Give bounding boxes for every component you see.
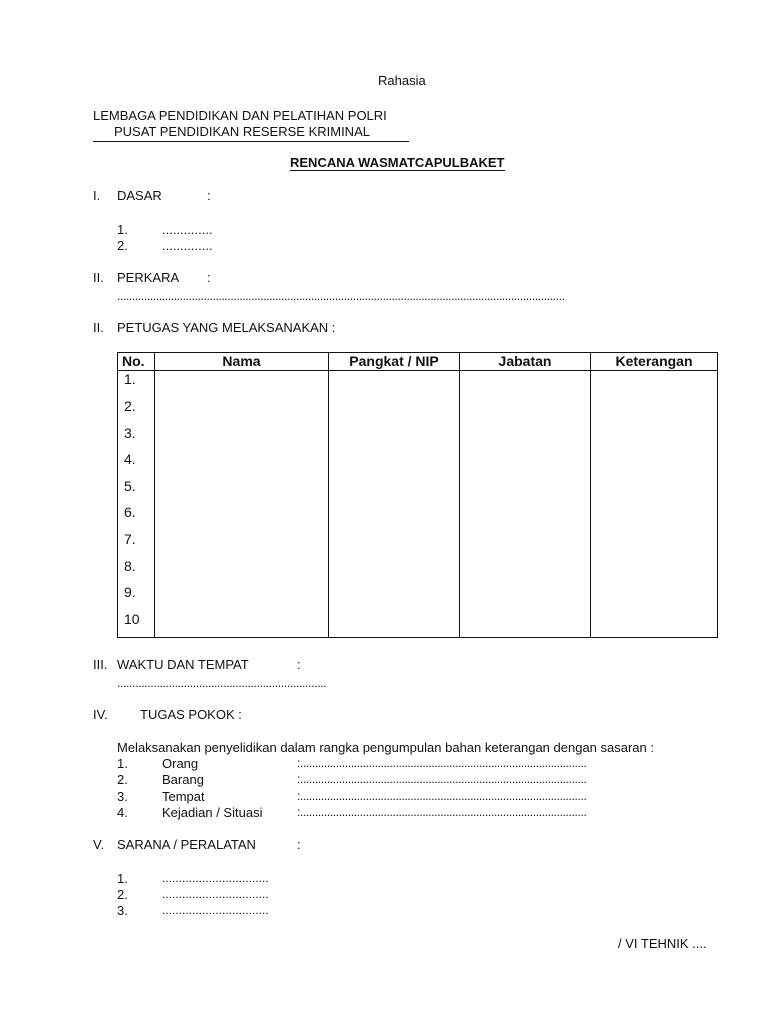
- dasar-num: I.: [93, 188, 101, 203]
- tugas-item-label: Barang: [162, 772, 204, 787]
- row-number: 6.: [124, 504, 136, 520]
- column-header-pangkat-nip: Pangkat / NIP: [329, 353, 460, 371]
- perkara-num: II.: [93, 270, 104, 285]
- tugas-item-num: 1.: [117, 756, 128, 771]
- petugas-label: PETUGAS YANG MELAKSANAKAN :: [117, 320, 336, 335]
- sarana-item-value: ................................: [162, 903, 269, 917]
- petugas-table: [117, 352, 718, 638]
- row-number: 8.: [124, 558, 136, 574]
- tugas-item-label: Orang: [162, 756, 199, 771]
- tugas-item-num: 2.: [117, 772, 128, 787]
- row-number: 10: [124, 611, 140, 627]
- tugas-item-num: 4.: [117, 805, 128, 820]
- tugas-item-value: :................................................................................................: [297, 789, 587, 803]
- dasar-item-num: 1.: [117, 222, 128, 237]
- sarana-item-num: 3.: [117, 903, 128, 918]
- dasar-label: DASAR: [117, 188, 162, 203]
- sarana-colon: :: [297, 837, 301, 852]
- waktu-num: III.: [93, 657, 108, 672]
- petugas-num: II.: [93, 320, 104, 335]
- sarana-item-value: ................................: [162, 871, 269, 885]
- waktu-label: WAKTU DAN TEMPAT: [117, 657, 249, 672]
- tugas-num: IV.: [93, 707, 108, 722]
- column-header-jabatan: Jabatan: [460, 353, 591, 371]
- row-number: 5.: [124, 478, 136, 494]
- classification-label: Rahasia: [378, 73, 426, 88]
- table-header-row: [118, 353, 718, 371]
- document-title: RENCANA WASMATCAPULBAKET: [290, 155, 505, 170]
- sarana-num: V.: [93, 837, 105, 852]
- nama-cell[interactable]: [155, 371, 329, 638]
- dasar-item-value: ..............: [162, 238, 213, 253]
- sarana-item-num: 2.: [117, 887, 128, 902]
- dasar-colon: :: [207, 188, 211, 203]
- tugas-item-label: Tempat: [162, 789, 205, 804]
- tugas-item-value: :................................................................................................: [297, 756, 587, 770]
- pangkat-nip-cell[interactable]: [329, 371, 460, 638]
- tugas-label: TUGAS POKOK :: [140, 707, 242, 722]
- tugas-item-value: :................................................................................................: [297, 772, 587, 786]
- jabatan-cell[interactable]: [460, 371, 591, 638]
- page-continuation: / VI TEHNIK ....: [618, 936, 707, 951]
- row-number: 4.: [124, 451, 136, 467]
- keterangan-cell[interactable]: [591, 371, 718, 638]
- row-number: 9.: [124, 584, 136, 600]
- dasar-item-value: ..............: [162, 222, 213, 237]
- row-number: 1.: [124, 371, 136, 387]
- tugas-item-value: :................................................................................................: [297, 805, 587, 819]
- header-line-1: LEMBAGA PENDIDIKAN DAN PELATIHAN POLRI: [93, 108, 387, 123]
- tugas-item-label: Kejadian / Situasi: [162, 805, 263, 820]
- header-line-2: PUSAT PENDIDIKAN RESERSE KRIMINAL: [114, 124, 370, 139]
- row-number: 2.: [124, 398, 136, 414]
- waktu-dots: .....................................................................: [117, 676, 327, 690]
- sarana-item-num: 1.: [117, 871, 128, 886]
- tugas-intro: Melaksanakan penyelidikan dalam rangka pengumpulan bahan keterangan dengan sasaran :: [117, 740, 654, 755]
- sarana-label: SARANA / PERALATAN: [117, 837, 256, 852]
- row-number: 3.: [124, 425, 136, 441]
- column-header-no: No.: [118, 353, 155, 371]
- dasar-item-num: 2.: [117, 238, 128, 253]
- tugas-item-num: 3.: [117, 789, 128, 804]
- table-body-row: [118, 371, 718, 638]
- perkara-label: PERKARA: [117, 270, 180, 285]
- perkara-colon: :: [207, 270, 211, 285]
- waktu-colon: :: [297, 657, 301, 672]
- perkara-dots: ......................................................................................................................................................: [117, 289, 565, 303]
- row-number: 7.: [124, 531, 136, 547]
- header-divider: [93, 141, 409, 142]
- column-header-keterangan: Keterangan: [591, 353, 718, 371]
- column-header-nama: Nama: [155, 353, 329, 371]
- row-number-column: [118, 371, 155, 638]
- sarana-item-value: ................................: [162, 887, 269, 901]
